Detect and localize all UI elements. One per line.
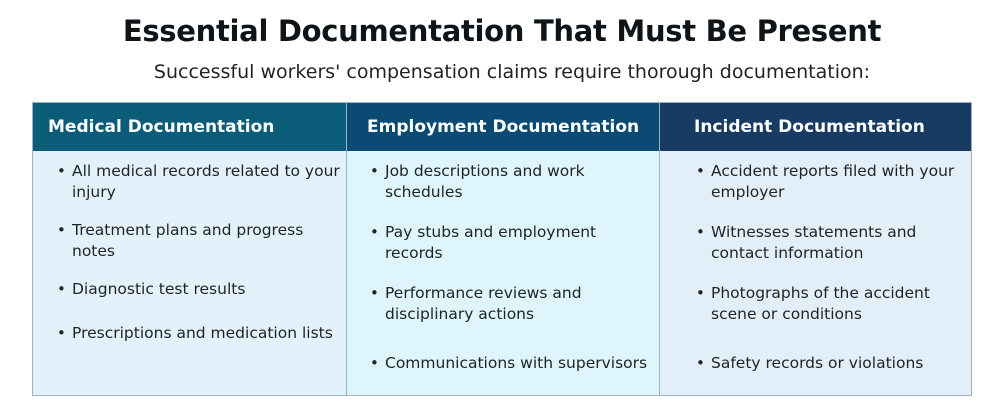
- list-item-text: Job descriptions and work schedules: [385, 162, 585, 201]
- item-list: [347, 151, 659, 395]
- page-title: Essential Documentation That Must Be Present: [122, 14, 882, 48]
- bullet-icon: •: [696, 354, 705, 372]
- list-item: [370, 353, 655, 374]
- list-item: [696, 283, 967, 325]
- documentation-table: [32, 102, 972, 396]
- list-item-text: Witnesses statements and contact information: [711, 223, 917, 262]
- list-item: [696, 222, 967, 264]
- bullet-icon: •: [696, 284, 705, 302]
- item-list: [33, 151, 346, 395]
- list-item: [57, 279, 342, 300]
- page-subtitle: Successful workers' compensation claims require thorough documentation:: [153, 61, 871, 83]
- list-item-text: Diagnostic test results: [72, 280, 246, 298]
- list-item: [370, 283, 655, 325]
- bullet-icon: •: [57, 280, 66, 298]
- list-item-text: Accident reports filed with your employer: [711, 162, 955, 201]
- column-header-label: Employment Documentation: [367, 117, 640, 137]
- bullet-icon: •: [57, 221, 66, 239]
- list-item: [57, 220, 342, 262]
- list-item-text: Photographs of the accident scene or conditions: [711, 284, 930, 323]
- list-item-text: Prescriptions and medication lists: [72, 324, 333, 342]
- list-item: [57, 161, 342, 203]
- item-list: [660, 151, 971, 395]
- column-header-label: Medical Documentation: [48, 117, 275, 137]
- list-item: [57, 323, 342, 344]
- list-item: [370, 222, 655, 264]
- bullet-icon: •: [370, 354, 379, 372]
- column-employment: [346, 103, 659, 395]
- column-incident: [659, 103, 971, 395]
- list-item-text: Treatment plans and progress notes: [72, 221, 304, 260]
- column-header-label: Incident Documentation: [694, 117, 925, 137]
- bullet-icon: •: [57, 162, 66, 180]
- bullet-icon: •: [370, 284, 379, 302]
- list-item-text: Safety records or violations: [711, 354, 924, 372]
- list-item: [696, 161, 967, 203]
- column-header-employment: [347, 103, 659, 151]
- list-item: [370, 161, 655, 203]
- bullet-icon: •: [370, 223, 379, 241]
- column-header-incident: [660, 103, 971, 151]
- bullet-icon: •: [370, 162, 379, 180]
- list-item-text: Performance reviews and disciplinary actions: [385, 284, 582, 323]
- bullet-icon: •: [696, 223, 705, 241]
- list-item: [696, 353, 967, 374]
- column-medical: [33, 103, 346, 395]
- list-item-text: Communications with supervisors: [385, 354, 648, 372]
- list-item-text: All medical records related to your injury: [72, 162, 340, 201]
- bullet-icon: •: [57, 324, 66, 342]
- list-item-text: Pay stubs and employment records: [385, 223, 597, 262]
- column-header-medical: [33, 103, 346, 151]
- bullet-icon: •: [696, 162, 705, 180]
